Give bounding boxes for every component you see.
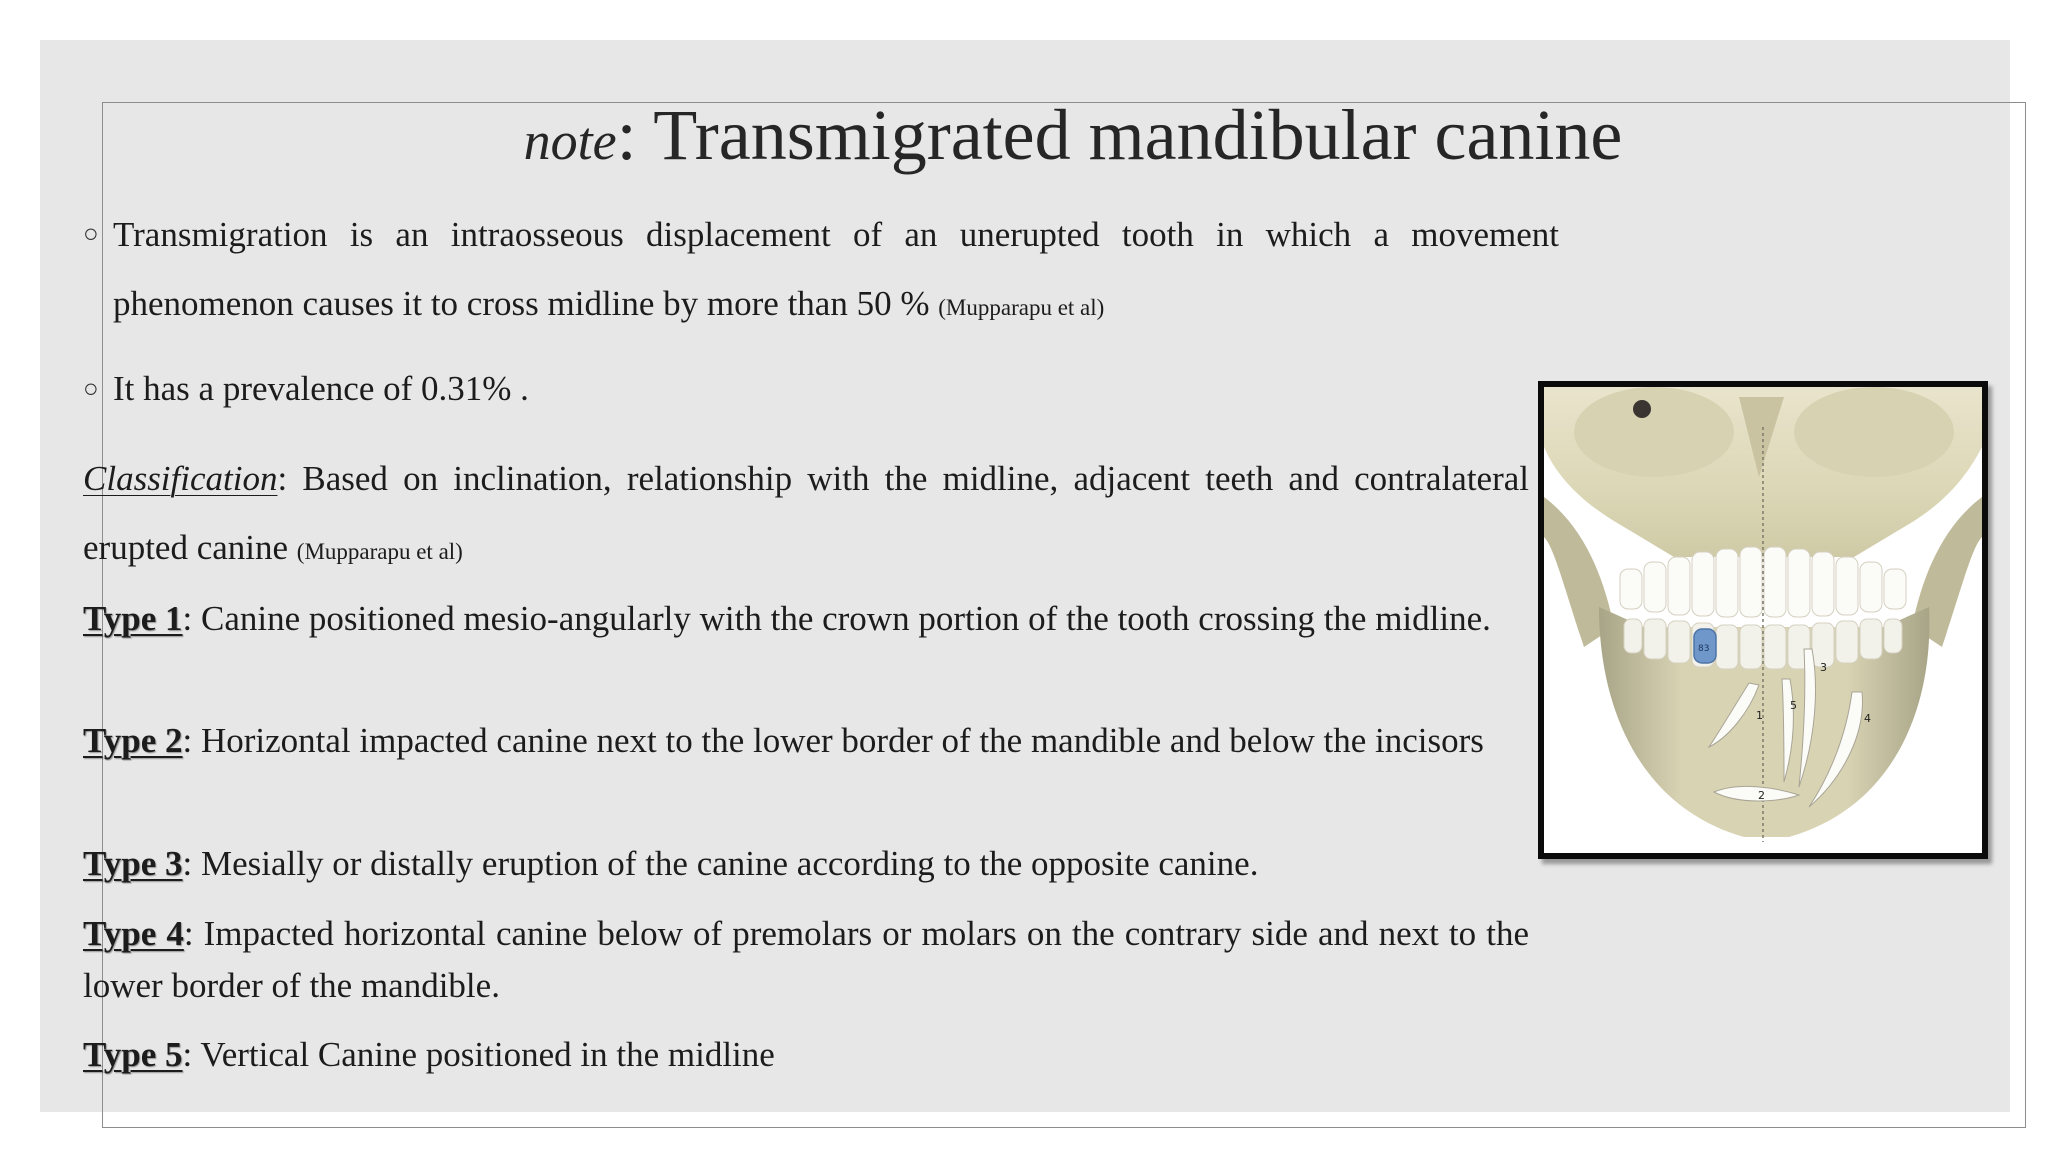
type-item xyxy=(83,715,1529,767)
type-item xyxy=(83,908,1529,1012)
type-text: : Vertical Canine positioned in the midline xyxy=(182,1035,775,1074)
type-item xyxy=(83,593,1529,645)
bullet-item xyxy=(83,355,1559,423)
type-text: : Canine positioned mesio-angularly with the crown portion of the tooth crossing the midline. xyxy=(182,599,1491,638)
bullet-circle-icon: ○ xyxy=(83,374,99,403)
type-text: : Horizontal impacted canine next to the lower border of the mandible and below the incisors xyxy=(182,721,1484,760)
title-separator: : xyxy=(616,95,637,175)
skull-illustration xyxy=(1538,381,1988,859)
slide-title xyxy=(0,92,2048,184)
type-label: Type 3 xyxy=(83,844,183,883)
position-number: 3 xyxy=(1820,661,1827,674)
type-item xyxy=(83,838,1529,890)
type-label: Type 5 xyxy=(83,1035,183,1074)
bullet-item xyxy=(83,200,1559,342)
type-label: Type 1 xyxy=(83,599,183,638)
position-number: 2 xyxy=(1758,789,1765,802)
bullet-citation: (Mupparapu et al) xyxy=(938,295,1105,320)
tooth-label: 83 xyxy=(1698,644,1710,654)
mandible-diagram xyxy=(1544,387,1982,853)
position-number: 1 xyxy=(1756,709,1763,722)
bullet-circle-icon: ○ xyxy=(83,219,99,248)
title-prefix: note xyxy=(523,111,617,171)
bullet-text: Transmigration is an intraosseous displacement of an unerupted tooth in which a movement phenomenon causes it to cross midline by more than 50 % xyxy=(113,215,1559,323)
title-main: Transmigrated mandibular canine xyxy=(636,95,1623,175)
classification-citation: (Mupparapu et al) xyxy=(296,539,463,564)
classification-paragraph xyxy=(83,444,1529,586)
type-item xyxy=(83,1029,1529,1081)
position-number: 5 xyxy=(1790,699,1797,712)
classification-label: Classification xyxy=(83,459,278,498)
type-label: Type 4 xyxy=(83,914,184,953)
type-label: Type 2 xyxy=(83,721,183,760)
position-number: 4 xyxy=(1864,712,1871,725)
bullet-text: It has a prevalence of 0.31% . xyxy=(113,369,529,408)
classification-text: : Based on inclination, relationship with the midline, adjacent teeth and contralateral erupted canine xyxy=(83,459,1529,567)
type-text: : Mesially or distally eruption of the canine according to the opposite canine. xyxy=(182,844,1259,883)
type-text: : Impacted horizontal canine below of premolars or molars on the contrary side and next to the lower border of the mandible. xyxy=(83,914,1529,1005)
